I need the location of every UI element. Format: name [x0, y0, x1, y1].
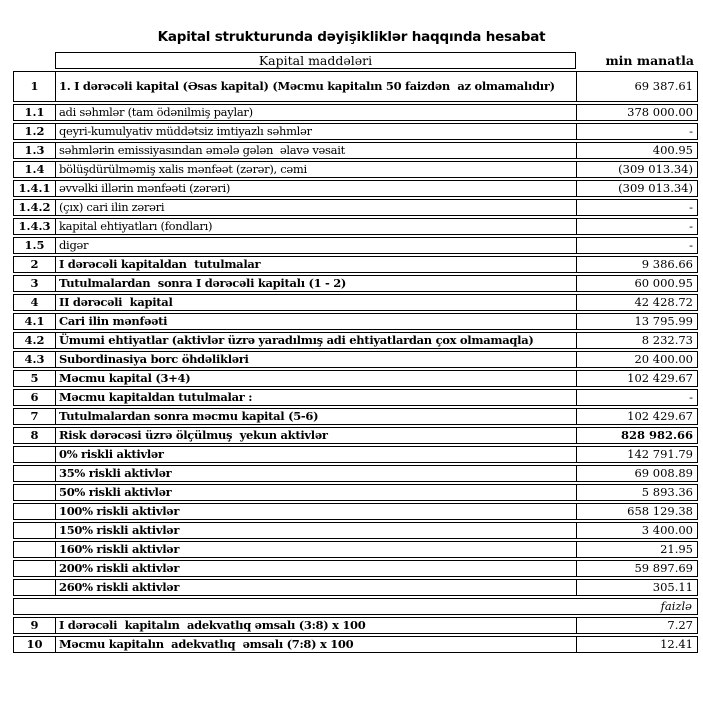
table-row: [13, 446, 698, 463]
table-row: [13, 256, 698, 273]
table-row: [13, 237, 698, 254]
item-label-cell: kapital ehtiyatları (fondları): [55, 218, 576, 235]
item-label-cell: 1. I dərəcəli kapital (Əsas kapital) (Məcmu kapitalın 50 faizdən az olmamalıdır): [55, 71, 576, 102]
value-cell: -: [576, 237, 698, 254]
value-cell: 20 400.00: [576, 351, 698, 368]
row-number-cell: 1.2: [13, 123, 55, 140]
item-label-cell: Məcmu kapitalın adekvatlıq əmsalı (7:8) x 100: [55, 636, 576, 653]
table-row: [13, 351, 698, 368]
table-row: [13, 142, 698, 159]
table-row: [13, 389, 698, 406]
table-row: [13, 541, 698, 558]
item-label-cell: səhmlərin emissiyasından əmələ gələn əlavə vəsait: [55, 142, 576, 159]
table-row: [13, 71, 698, 102]
row-number-cell: 4: [13, 294, 55, 311]
table-row: [13, 636, 698, 653]
item-label-cell: 35% riskli aktivlər: [55, 465, 576, 482]
item-label-cell: 160% riskli aktivlər: [55, 541, 576, 558]
item-label-cell: qeyri-kumulyativ müddətsiz imtiyazlı səhmlər: [55, 123, 576, 140]
item-label-cell: 100% riskli aktivlər: [55, 503, 576, 520]
row-number-cell: [13, 446, 55, 463]
table-row: [13, 332, 698, 349]
table-row: [13, 560, 698, 577]
row-number-cell: 7: [13, 408, 55, 425]
item-label-cell: Cari ilin mənfəəti: [55, 313, 576, 330]
item-label-cell: Risk dərəcəsi üzrə ölçülmuş yekun aktivlər: [55, 427, 576, 444]
header-unit-label: min manatla: [605, 53, 694, 68]
item-label-cell: adi səhmlər (tam ödənilmiş paylar): [55, 104, 576, 121]
table-row: [13, 275, 698, 292]
item-label-cell: Tutulmalardan sonra məcmu kapital (5-6): [55, 408, 576, 425]
header-items-label: Kapital maddələri: [55, 52, 576, 69]
table-row: [13, 522, 698, 539]
row-number-cell: 6: [13, 389, 55, 406]
value-cell: (309 013.34): [576, 180, 698, 197]
item-label-cell: 150% riskli aktivlər: [55, 522, 576, 539]
item-label-cell: Məcmu kapitaldan tutulmalar :: [55, 389, 576, 406]
item-label-cell: Subordinasiya borc öhdəlikləri: [55, 351, 576, 368]
table-row: [13, 617, 698, 634]
item-label-cell: Məcmu kapital (3+4): [55, 370, 576, 387]
value-cell: 69 008.89: [576, 465, 698, 482]
table-row: [13, 161, 698, 178]
table-row: [13, 313, 698, 330]
value-cell: 59 897.69: [576, 560, 698, 577]
item-label-cell: II dərəcəli kapital: [55, 294, 576, 311]
header-empty-cell: [13, 52, 55, 69]
capital-structure-table: [13, 50, 698, 655]
row-number-cell: 8: [13, 427, 55, 444]
row-number-cell: 1.1: [13, 104, 55, 121]
percent-note-row: [13, 598, 698, 615]
value-cell: 828 982.66: [576, 427, 698, 444]
row-number-cell: 1.3: [13, 142, 55, 159]
table-row: [13, 484, 698, 501]
item-label-cell: 50% riskli aktivlər: [55, 484, 576, 501]
value-cell: 7.27: [576, 617, 698, 634]
row-number-cell: 4.2: [13, 332, 55, 349]
row-number-cell: [13, 484, 55, 501]
table-row: [13, 199, 698, 216]
value-cell: 102 429.67: [576, 408, 698, 425]
row-number-cell: [13, 465, 55, 482]
row-number-cell: 1.4.3: [13, 218, 55, 235]
item-label-cell: 260% riskli aktivlər: [55, 579, 576, 596]
value-cell: 42 428.72: [576, 294, 698, 311]
value-cell: 400.95: [576, 142, 698, 159]
value-cell: 21.95: [576, 541, 698, 558]
report-table-body: [13, 52, 698, 653]
value-cell: 3 400.00: [576, 522, 698, 539]
value-cell: 5 893.36: [576, 484, 698, 501]
value-cell: -: [576, 123, 698, 140]
row-number-cell: 3: [13, 275, 55, 292]
item-label-cell: bölüşdürülməmiş xalis mənfəət (zərər), cəmi: [55, 161, 576, 178]
row-number-cell: 2: [13, 256, 55, 273]
value-cell: 60 000.95: [576, 275, 698, 292]
row-number-cell: 1.4: [13, 161, 55, 178]
value-cell: (309 013.34): [576, 161, 698, 178]
report-title: Kapital strukturunda dəyişikliklər haqqında hesabat: [157, 29, 546, 45]
row-number-cell: 5: [13, 370, 55, 387]
value-cell: 8 232.73: [576, 332, 698, 349]
row-number-cell: [13, 503, 55, 520]
row-number-cell: 10: [13, 636, 55, 653]
value-cell: 658 129.38: [576, 503, 698, 520]
table-row: [13, 465, 698, 482]
table-row: [13, 427, 698, 444]
value-cell: 12.41: [576, 636, 698, 653]
value-cell: -: [576, 199, 698, 216]
table-row: [13, 218, 698, 235]
item-label-cell: I dərəcəli kapitalın adekvatlıq əmsalı (3:8) x 100: [55, 617, 576, 634]
row-number-cell: 1: [13, 71, 55, 102]
row-number-cell: [13, 541, 55, 558]
item-label-cell: digər: [55, 237, 576, 254]
item-label-cell: (çıx) cari ilin zərəri: [55, 199, 576, 216]
value-cell: 378 000.00: [576, 104, 698, 121]
row-number-cell: 1.4.1: [13, 180, 55, 197]
table-row: [13, 370, 698, 387]
value-cell: 305.11: [576, 579, 698, 596]
row-number-cell: [13, 579, 55, 596]
table-row: [13, 294, 698, 311]
item-label-cell: əvvəlki illərin mənfəəti (zərəri): [55, 180, 576, 197]
row-number-cell: [13, 522, 55, 539]
value-cell: -: [576, 389, 698, 406]
value-cell: 142 791.79: [576, 446, 698, 463]
item-label-cell: Tutulmalardan sonra I dərəcəli kapitalı (1 - 2): [55, 275, 576, 292]
item-label-cell: Ümumi ehtiyatlar (aktivlər üzrə yaradılmış adi ehtiyatlardan çox olmamaqla): [55, 332, 576, 349]
item-label-cell: 0% riskli aktivlər: [55, 446, 576, 463]
row-number-cell: 1.5: [13, 237, 55, 254]
row-number-cell: 4.3: [13, 351, 55, 368]
value-cell: 13 795.99: [576, 313, 698, 330]
row-number-cell: 9: [13, 617, 55, 634]
row-number-cell: 1.4.2: [13, 199, 55, 216]
table-row: [13, 408, 698, 425]
value-cell: 69 387.61: [576, 71, 698, 102]
row-number-cell: [13, 560, 55, 577]
value-cell: 102 429.67: [576, 370, 698, 387]
percent-note-cell: faizlə: [13, 598, 698, 615]
row-number-cell: 4.1: [13, 313, 55, 330]
table-row: [13, 123, 698, 140]
item-label-cell: 200% riskli aktivlər: [55, 560, 576, 577]
table-row: [13, 180, 698, 197]
table-row: [13, 104, 698, 121]
item-label-cell: I dərəcəli kapitaldan tutulmalar: [55, 256, 576, 273]
value-cell: -: [576, 218, 698, 235]
table-header-row: [13, 52, 698, 69]
value-cell: 9 386.66: [576, 256, 698, 273]
table-row: [13, 579, 698, 596]
table-row: [13, 503, 698, 520]
